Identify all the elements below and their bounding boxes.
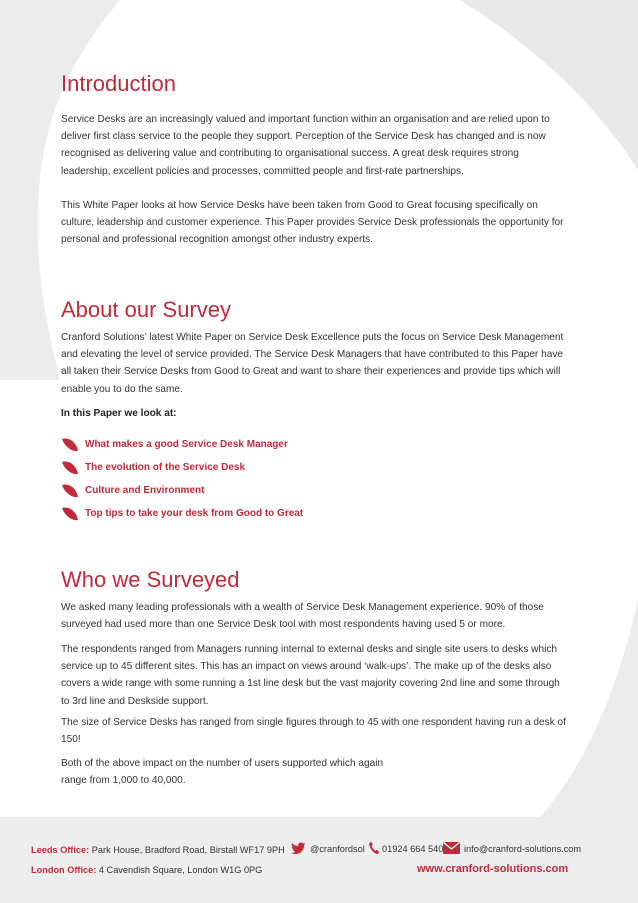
mail-icon[interactable] bbox=[443, 842, 460, 854]
phone-icon[interactable] bbox=[368, 841, 380, 855]
topic-item-label: The evolution of the Service Desk bbox=[85, 462, 246, 473]
survey-heading: About our Survey bbox=[61, 297, 231, 322]
survey-paragraph: Cranford Solutions’ latest White Paper on Service Desk Excellence puts the focus on Service Desk Management and elevating the level of service provided. The Service Desk Managers that have contributed to this Paper have all taken their Service Desks from Good to Great and want to share their experiences and provide tips which will enable you to do the same. bbox=[61, 332, 564, 395]
topic-item-label: Top tips to take your desk from Good to Great bbox=[85, 508, 304, 519]
intro-paragraph-1: Service Desks are an increasingly valued and important function within an organisation and are relied upon to deliver first class service to the people they support. Perception of the Service Desk has changed and is now recognised as delivering value and contributing to organisational success. A great desk requires strong leadership, excellent policies and processes, committed people and first-rate partnerships. bbox=[61, 114, 550, 177]
topic-item-4 bbox=[61, 505, 421, 525]
website-link[interactable]: www.cranford-solutions.com bbox=[417, 863, 569, 875]
leaf-bullet-icon bbox=[61, 437, 79, 453]
london-office bbox=[31, 865, 262, 875]
topic-item-1 bbox=[61, 436, 421, 456]
leaf-bullet-icon bbox=[61, 506, 79, 522]
topic-item-label: Culture and Environment bbox=[85, 485, 205, 496]
surveyed-heading: Who we Surveyed bbox=[61, 567, 240, 592]
leaf-bullet-icon bbox=[61, 483, 79, 499]
intro-paragraph-2: This White Paper looks at how Service Desks have been taken from Good to Great focusing specifically on culture, leadership and customer experience. This Paper provides Service Desk professionals the opportunity for personal and professional recognition amongst other industry experts. bbox=[61, 200, 564, 246]
survey-lead: In this Paper we look at: bbox=[61, 408, 177, 419]
leeds-office bbox=[31, 845, 285, 855]
topic-item-2 bbox=[61, 459, 421, 479]
twitter-handle[interactable]: @cranfordsol bbox=[310, 844, 365, 854]
leeds-office-label: Leeds Office: bbox=[31, 845, 90, 855]
intro-heading: Introduction bbox=[61, 71, 176, 96]
topic-item-3 bbox=[61, 482, 421, 502]
email-address[interactable]: info@cranford-solutions.com bbox=[464, 844, 582, 854]
leaf-bullet-icon bbox=[61, 460, 79, 476]
page-footer bbox=[0, 817, 638, 903]
phone-number[interactable]: 01924 664 540 bbox=[382, 844, 444, 854]
london-office-address: 4 Cavendish Square, London W1G 0PG bbox=[98, 865, 263, 875]
surveyed-paragraph-1: We asked many leading professionals with a wealth of Service Desk Management experience. 90% of those surveyed had used more than one Service Desk tool with most respondents having used 5 or more. bbox=[61, 602, 544, 631]
london-office-label: London Office: bbox=[31, 865, 97, 875]
twitter-icon[interactable] bbox=[291, 842, 306, 855]
surveyed-paragraph-3: The size of Service Desks has ranged from single figures through to 45 with one respondent having run a desk of 150! bbox=[61, 717, 566, 746]
surveyed-paragraph-2: The respondents ranged from Managers running internal to external desks and single site users to desks which service up to 45 different sites. This has an impact on views around ‘walk-ups’. The make up of the desks also covers a wide range with some running a 1st line desk but the vast majority covering 2nd line and some through to 3rd line and Deskside support. bbox=[61, 644, 560, 707]
topic-item-label: What makes a good Service Desk Manager bbox=[85, 439, 288, 450]
leeds-office-address: Park House, Bradford Road, Birstall WF17 9PH bbox=[91, 845, 285, 855]
surveyed-paragraph-4: Both of the above impact on the number of users supported which again range from 1,000 to 40,000. bbox=[61, 758, 384, 787]
